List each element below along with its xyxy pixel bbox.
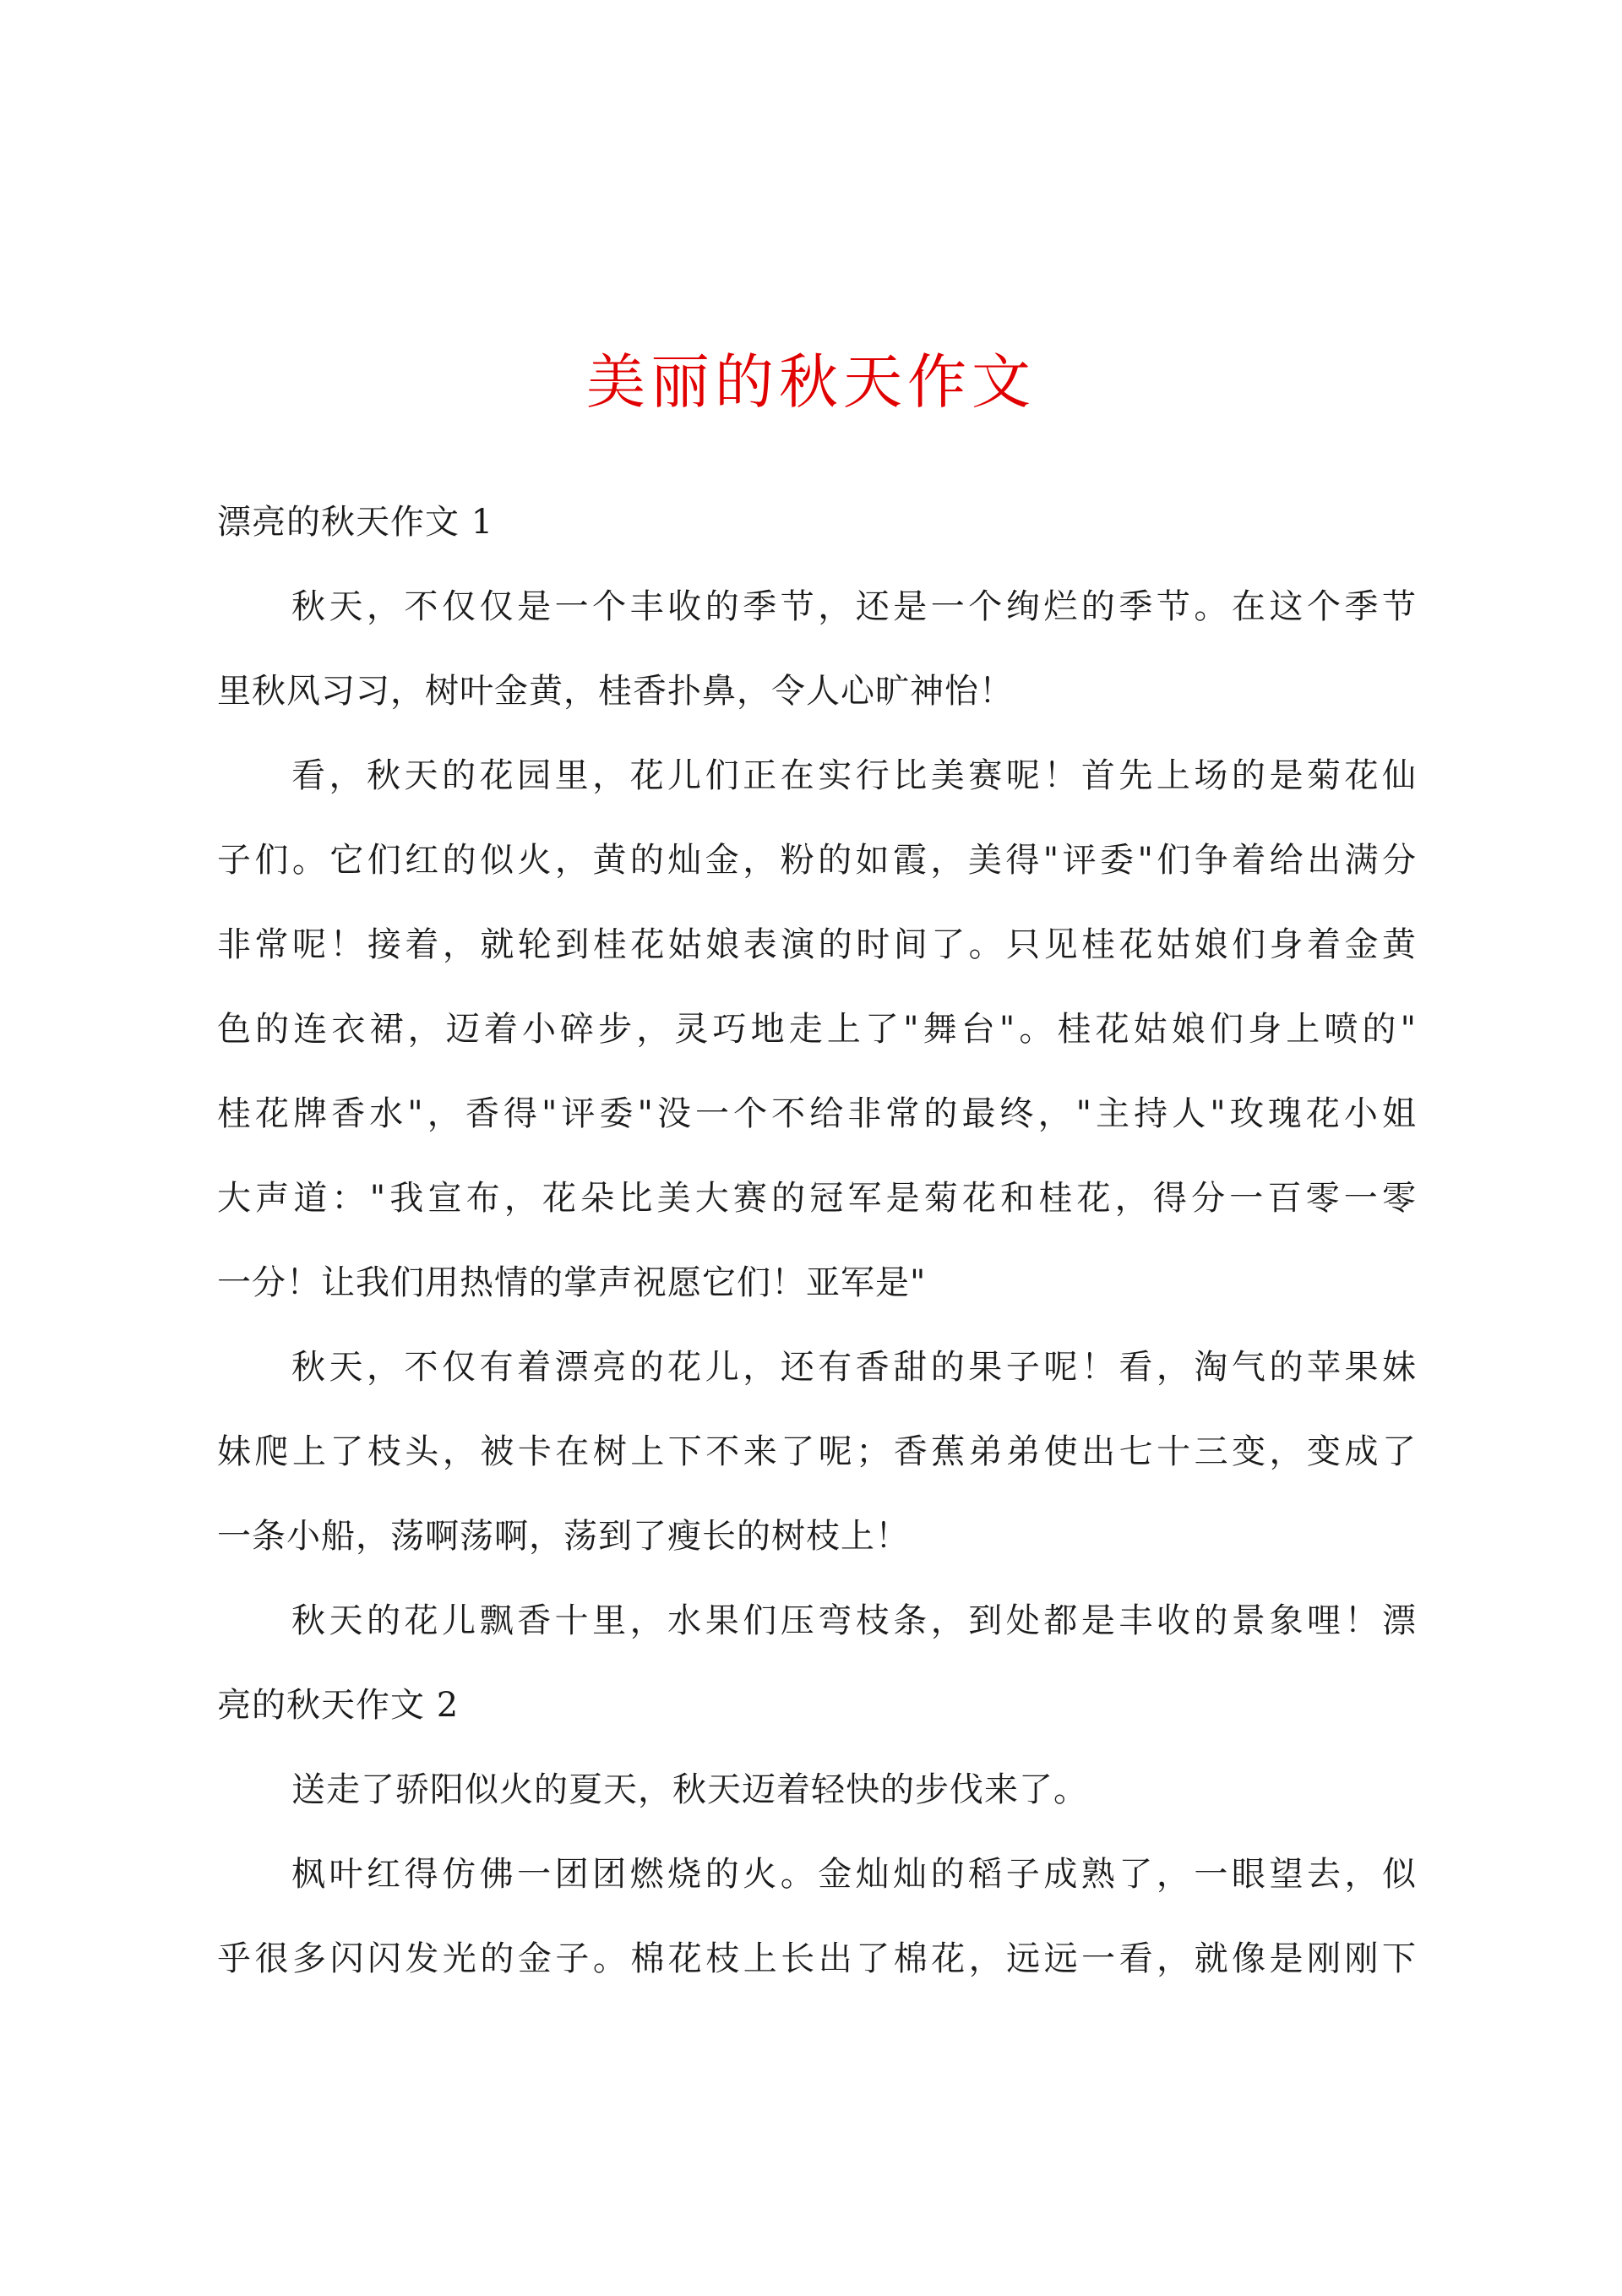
text-line: 漂亮的秋天作文 1 [217, 503, 494, 542]
text-line: 妹爬上了枝头，被卡在树上下不来了呢；香蕉弟弟使出七十三变，变成了 [217, 1432, 1417, 1471]
document-body [217, 480, 1417, 2001]
text-line: 非常呢！接着，就轮到桂花姑娘表演的时间了。只见桂花姑娘们身着金黄 [217, 925, 1417, 964]
text-line: 看，秋天的花园里，花儿们正在实行比美赛呢！首先上场的是菊花仙 [291, 756, 1417, 795]
text-line: 一条小船，荡啊荡啊，荡到了瘦长的树枝上！ [217, 1517, 910, 1556]
text-line: 亮的秋天作文 2 [217, 1686, 460, 1725]
text-line: 一分！让我们用热情的掌声祝愿它们！亚军是" [217, 1263, 927, 1302]
text-line: 桂花牌香水"，香得"评委"没一个不给非常的最终，"主持人"玫瑰花小姐 [217, 1094, 1417, 1133]
text-line: 秋天，不仅仅是一个丰收的季节，还是一个绚烂的季节。在这个季节 [291, 587, 1417, 626]
text-line: 秋天，不仅有着漂亮的花儿，还有香甜的果子呢！看，淘气的苹果妹 [291, 1348, 1417, 1387]
text-line: 色的连衣裙，迈着小碎步，灵巧地走上了"舞台"。桂花姑娘们身上喷的" [217, 1010, 1417, 1049]
text-line: 枫叶红得仿佛一团团燃烧的火。金灿灿的稻子成熟了，一眼望去，似 [291, 1855, 1417, 1894]
text-line: 子们。它们红的似火，黄的灿金，粉的如霞，美得"评委"们争着给出满分 [217, 841, 1417, 880]
text-line: 秋天的花儿飘香十里，水果们压弯枝条，到处都是丰收的景象哩！漂 [291, 1601, 1417, 1640]
text-line: 大声道："我宣布，花朵比美大赛的冠军是菊花和桂花，得分一百零一零 [217, 1179, 1417, 1218]
text-line: 送走了骄阳似火的夏天，秋天迈着轻快的步伐来了。 [291, 1770, 1088, 1809]
document-title: 美丽的秋天作文 [586, 347, 1036, 417]
text-line: 里秋风习习，树叶金黄，桂香扑鼻，令人心旷神怡！ [217, 672, 1014, 711]
text-line: 乎很多闪闪发光的金子。棉花枝上长出了棉花，远远一看，就像是刚刚下 [217, 1939, 1417, 1978]
